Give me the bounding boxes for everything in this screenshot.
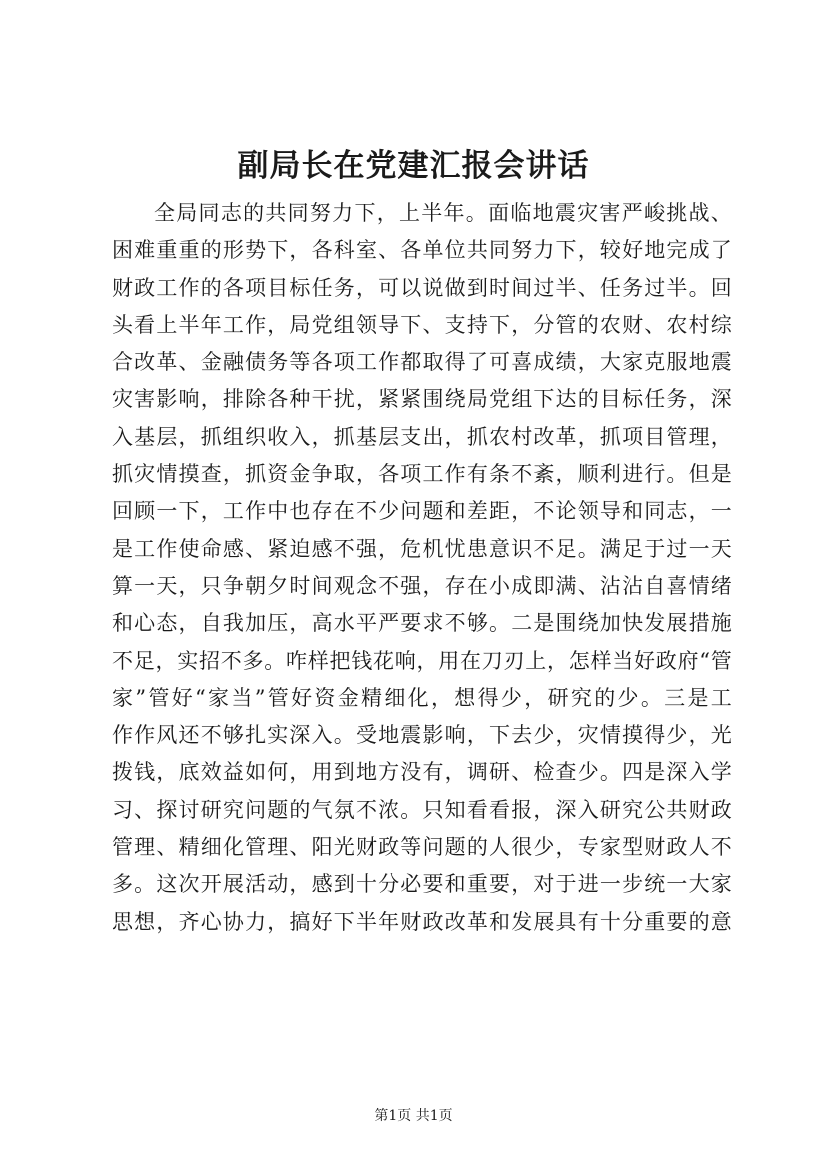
- body-line: 抓灾情摸查，抓资金争取，各项工作有条不紊，顺利进行。但是: [112, 462, 732, 487]
- body-line: 思想，齐心协力，搞好下半年财政改革和发展具有十分重要的意: [112, 909, 732, 934]
- body-line: 习、探讨研究问题的气氛不浓。只知看看报，深入研究公共财政: [112, 797, 732, 822]
- body-line: 是工作使命感、紧迫感不强，危机忧患意识不足。满足于过一天: [112, 536, 732, 561]
- body-line: 和心态，自我加压，高水平严要求不够。二是围绕加快发展措施: [112, 611, 732, 636]
- body-line: 作作风还不够扎实深入。受地震影响，下去少，灾情摸得少，光: [112, 723, 732, 748]
- body-line: 入基层，抓组织收入，抓基层支出，抓农村改革，抓项目管理，: [112, 424, 732, 449]
- body-line: 全局同志的共同努力下，上半年。面临地震灾害严峻挑战、: [154, 201, 732, 225]
- document-title: 副局长在党建汇报会讲话: [237, 148, 590, 184]
- page-number-footer: 第1页 共1页: [374, 1108, 453, 1124]
- body-line: 多。这次开展活动，感到十分必要和重要，对于进一步统一大家: [112, 872, 732, 897]
- body-line: 家”管好“家当”管好资金精细化，想得少，研究的少。三是工: [112, 685, 732, 710]
- body-line: 算一天，只争朝夕时间观念不强，存在小成即满、沾沾自喜情绪: [112, 573, 732, 598]
- body-line: 回顾一下，工作中也存在不少问题和差距，不论领导和同志，一: [112, 499, 732, 524]
- body-line: 不足，实招不多。咋样把钱花响，用在刀刃上，怎样当好政府“管: [112, 648, 732, 673]
- body-line: 灾害影响，排除各种干扰，紧紧围绕局党组下达的目标任务，深: [112, 387, 732, 412]
- body-line: 头看上半年工作，局党组领导下、支持下，分管的农财、农村综: [112, 312, 732, 337]
- body-line: 财政工作的各项目标任务，可以说做到时间过半、任务过半。回: [112, 275, 732, 300]
- body-line: 拨钱，底效益如何，用到地方没有，调研、检查少。四是深入学: [112, 760, 732, 785]
- body-line: 管理、精细化管理、阳光财政等问题的人很少，专家型财政人不: [112, 835, 732, 860]
- body-line: 困难重重的形势下，各科室、各单位共同努力下，较好地完成了: [112, 238, 732, 263]
- document-body: [112, 195, 732, 941]
- body-line: 合改革、金融债务等各项工作都取得了可喜成绩，大家克服地震: [112, 350, 732, 375]
